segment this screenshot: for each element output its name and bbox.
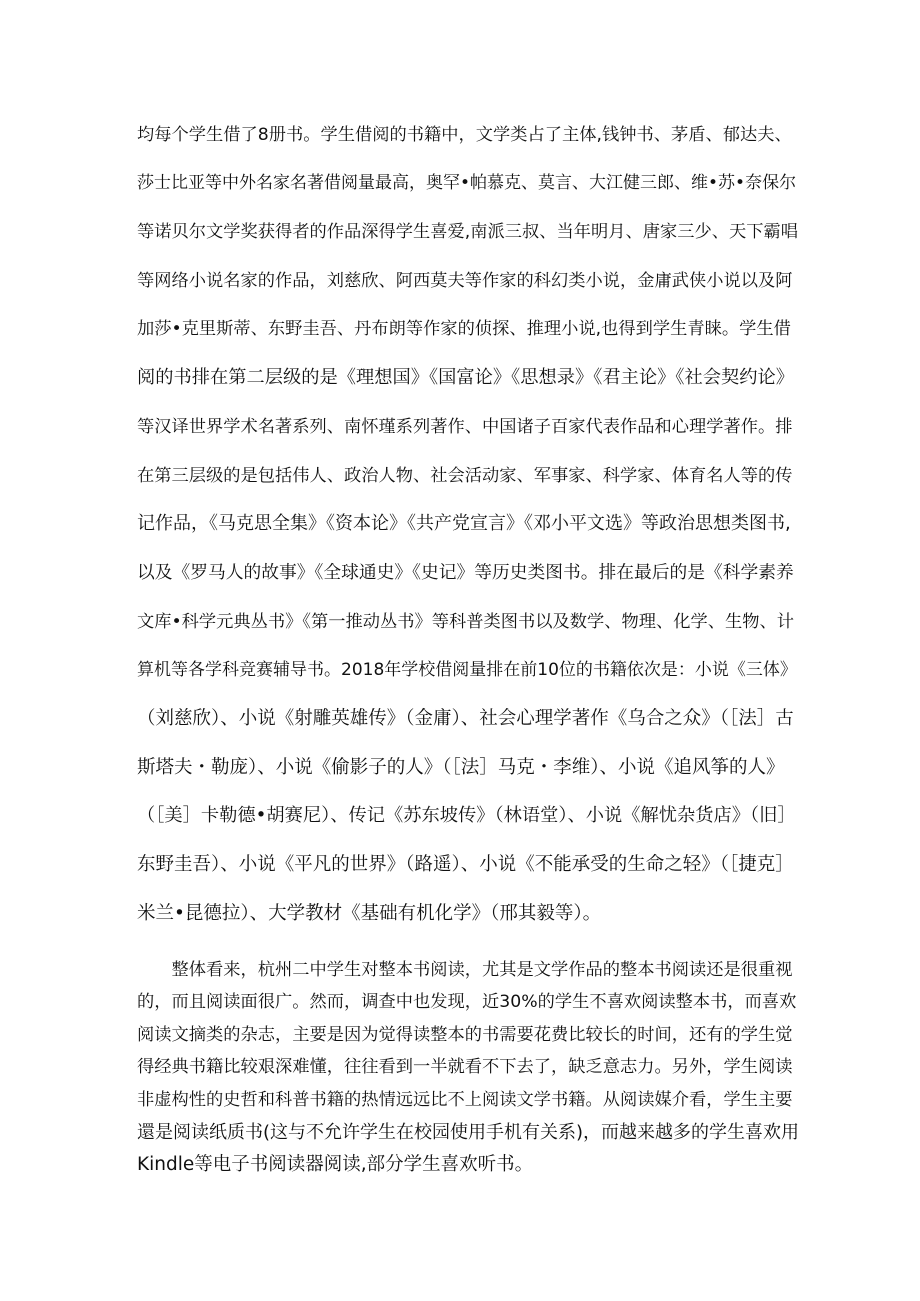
text-line: 等网络小说名家的作品，刘慈欣、阿西莫夫等作家的科幻类小说，金庸武侠小说以及阿 [137,271,793,291]
text-line: （刘慈欣）、小说《射雕英雄传》（金庸）、社会心理学著作《乌合之众》（［法］古 [137,708,794,729]
text-line: 阅的书排在第二层级的是《理想国》《国富论》《思想录》《君主论》《社会契约论》 [137,367,794,388]
text-line: 的，而且阅读面很广。然而，调查中也发现，近30%的学生不喜欢阅读整本书，而喜欢 [137,992,797,1012]
text-line: 均每个学生借了8册书。学生借阅的书籍中，文学类占了主体,钱钟书、茅盾、郁达夫、 [137,125,792,145]
text-line: 整体看来，杭州二中学生对整本书阅读，尤其是文学作品的整本书阅读还是很重视 [137,960,793,980]
text-line: Kindle等电子书阅读器阅读,部分学生喜欢听书。 [137,1154,534,1175]
text-line: 以及《罗马人的故事》《全球通史》《史记》等历史类图书。排在最后的是《科学素养 [137,563,794,583]
text-line: 加莎•克里斯蒂、东野圭吾、丹布朗等作家的侦探、推理小说,也得到学生青睐。学生借 [137,319,791,339]
text-line: 算机等各学科竞赛辅导书。2018年学校借阅量排在前10位的书籍依次是：小说《三体》 [137,660,797,680]
text-line: 文库•科学元典丛书》《第一推动丛书》等科普类图书以及数学、物理、化学、生物、计 [137,612,795,632]
text-line: 非虚构性的史哲和科普书籍的热情远远比不上阅读文学书籍。从阅读媒介看，学生主要 [137,1090,793,1110]
text-line: 斯塔夫・勒庞）、小说《偷影子的人》（［法］马克・李维）、小说《追风筝的人》 [137,757,785,778]
text-line: 东野圭吾）、小说《平凡的世界》（路遥）、小说《不能承受的生命之轻》（［捷克］ [137,854,794,875]
text-line: 莎士比亚等中外名家名著借阅量最高，奥罕•帕慕克、莫言、大江健三郎、维•苏•奈保尔 [137,173,797,193]
text-line: 得经典书籍比较艰深难懂，往往看到一半就看不下去了，缺乏意志力。另外，学生阅读 [137,1057,793,1077]
text-line: 等诺贝尔文学奖获得者的作品深得学生喜爱,南派三叔、当年明月、唐家三少、天下霸唱 [137,222,798,242]
text-line: 在第三层级的是包括伟人、政治人物、社会活动家、军事家、科学家、体育名人等的传 [137,466,793,486]
text-line: 米兰•昆德拉）、大学教材《基础有机化学》（邢其毅等）。 [137,903,602,924]
text-line: 還是阅读纸质书(这与不允许学生在校园使用手机有关系)，而越来越多的学生喜欢用 [137,1122,800,1143]
text-line: 等汉译世界学术名著系列、南怀瑾系列著作、中国诸子百家代表作品和心理学著作。排 [137,417,793,437]
text-line: 记作品，《马克思全集》《资本论》《共产党宣言》《邓小平文选》等政治思想类图书, [137,513,791,534]
text-line: （［美］卡勒德•胡赛尼）、传记《苏东坡传》（林语堂）、小说《解忧杂货店》（旧］ [137,805,796,826]
text-line: 阅读文摘类的杂志，主要是因为觉得读整本的书需要花费比较长的时间，还有的学生觉 [137,1025,793,1045]
